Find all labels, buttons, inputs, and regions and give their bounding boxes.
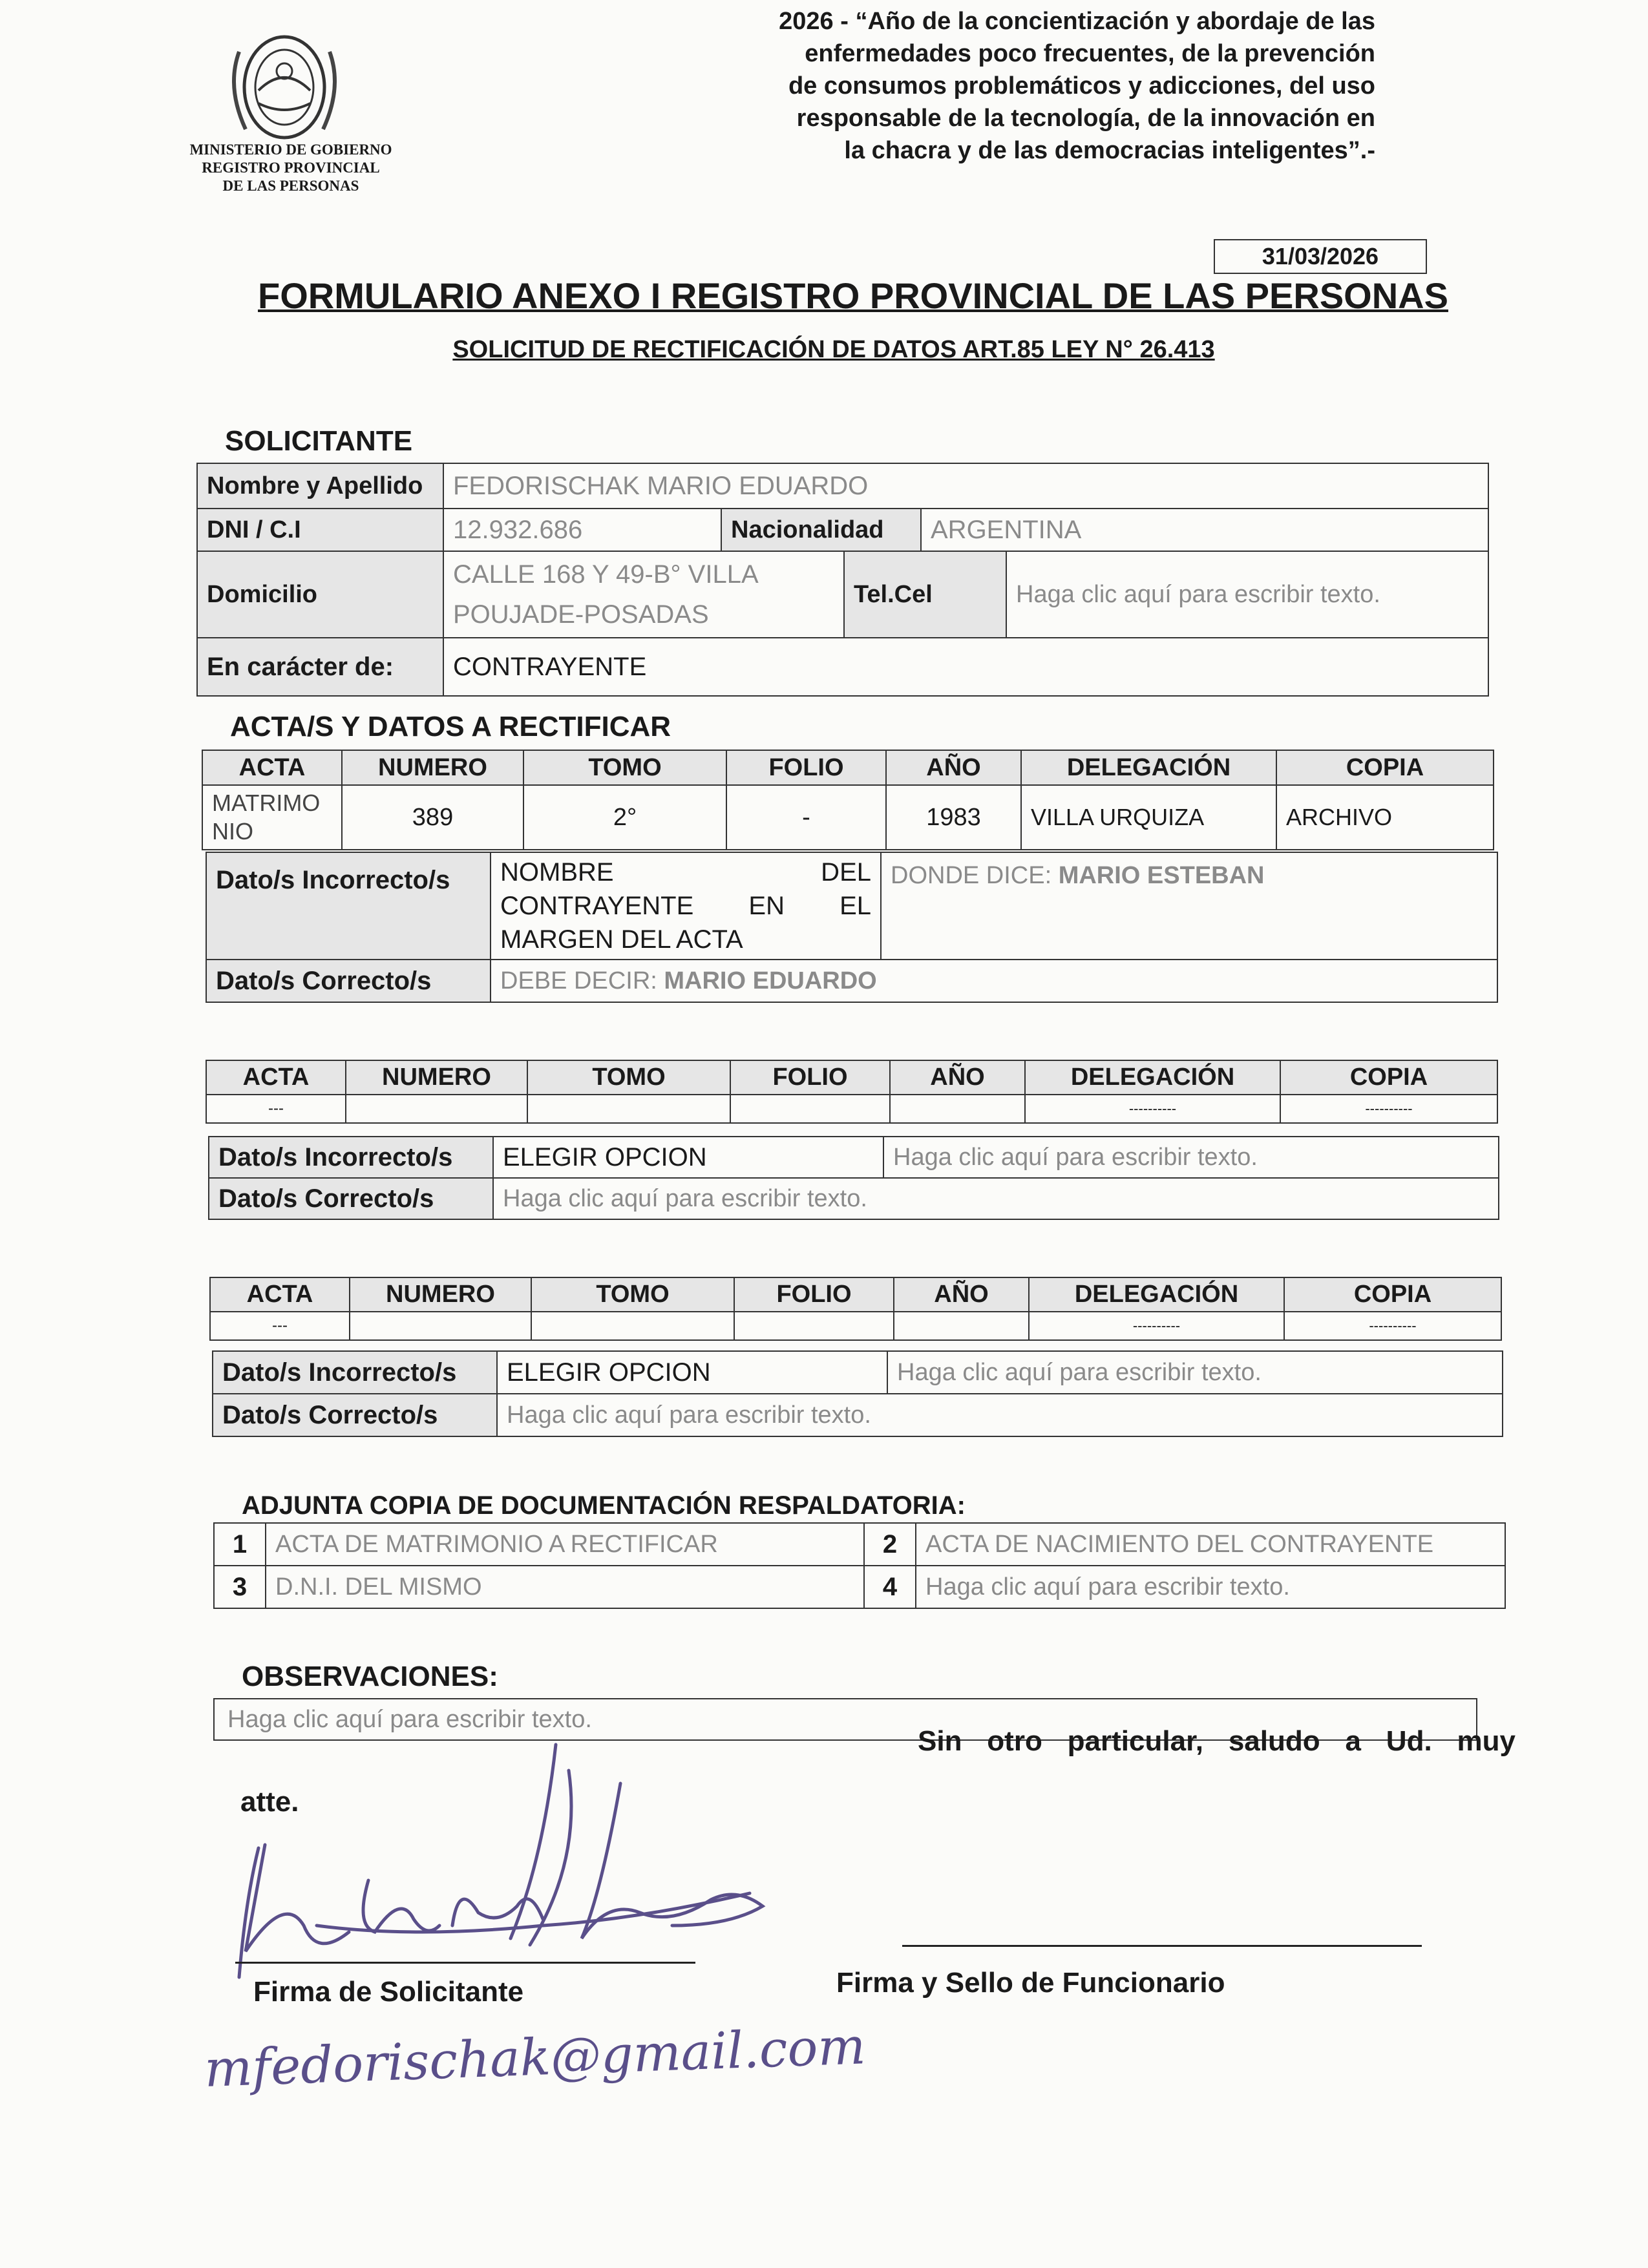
numero-cell[interactable] [346,1095,527,1123]
incorrect-line: MARGEN DEL ACTA [500,925,743,954]
adjunta-num: 1 [214,1523,266,1566]
col-numero: NUMERO [346,1060,527,1095]
section-heading-actas: ACTA/S Y DATOS A RECTIFICAR [230,711,671,742]
section-heading-solicitante: SOLICITANTE [225,425,413,457]
incorrect-line: NOMBRE DEL [500,858,871,887]
dato-table-1 [206,852,1498,1003]
adjunta-num: 3 [214,1566,266,1608]
name-field[interactable]: FEDORISCHAK MARIO EDUARDO [443,463,1488,509]
copia-cell[interactable]: ARCHIVO [1276,785,1494,850]
col-acta: ACTA [206,1060,346,1095]
handwritten-email: mfedorischak@gmail.com [203,2017,867,2099]
motto-line: enfermedades poco frecuentes, de la prevención [805,40,1375,67]
role-field[interactable]: CONTRAYENTE [443,638,1488,696]
debe-value: MARIO EDUARDO [664,967,877,994]
phone-label: Tel.Cel [844,551,1006,638]
incorrect-label: Dato/s Incorrecto/s [206,852,491,960]
correct-label: Dato/s Correcto/s [209,1178,493,1219]
tomo-cell[interactable] [527,1095,730,1123]
col-delegacion: DELEGACIÓN [1029,1277,1284,1312]
acta-cell[interactable]: --- [206,1095,346,1123]
folio-cell[interactable]: - [726,785,886,850]
delegacion-cell[interactable]: VILLA URQUIZA [1021,785,1276,850]
col-numero: NUMERO [342,750,523,785]
motto-line: de consumos problemáticos y adicciones, del uso [788,72,1375,100]
folio-cell[interactable] [730,1095,890,1123]
col-acta: ACTA [210,1277,350,1312]
signature-funcionario-label: Firma y Sello de Funcionario [836,1967,1225,1999]
form-subtitle: SOLICITUD DE RECTIFICACIÓN DE DATOS ART.85 LEY N° 26.413 [452,336,1215,363]
adjunta-item[interactable]: Haga clic aquí para escribir texto. [916,1566,1505,1608]
donde-dice-field[interactable] [881,852,1497,960]
correct-field[interactable]: Haga clic aquí para escribir texto. [497,1394,1503,1436]
col-copia: COPIA [1276,750,1494,785]
adjunta-table [213,1522,1506,1609]
col-anio: AÑO [886,750,1021,785]
col-anio: AÑO [894,1277,1029,1312]
copia-cell[interactable]: ---------- [1284,1312,1501,1340]
observaciones-field[interactable]: Haga clic aquí para escribir texto. [213,1698,1477,1741]
col-copia: COPIA [1280,1060,1497,1095]
incorrect-field[interactable]: Haga clic aquí para escribir texto. [887,1351,1503,1394]
incorrect-line: CONTRAYENTE EN EL [500,892,871,920]
col-delegacion: DELEGACIÓN [1021,750,1276,785]
correct-field[interactable]: Haga clic aquí para escribir texto. [493,1178,1499,1219]
adjunta-item[interactable]: ACTA DE MATRIMONIO A RECTIFICAR [266,1523,864,1566]
col-tomo: TOMO [531,1277,734,1312]
signature-line-solicitante [235,1962,695,1964]
ministry-line: MINISTERIO DE GOBIERNO [189,142,392,158]
col-tomo: TOMO [527,1060,730,1095]
acta-table-1 [202,750,1494,850]
option-select[interactable]: ELEGIR OPCION [497,1351,887,1394]
section-heading-adjunta: ADJUNTA COPIA DE DOCUMENTACIÓN RESPALDATORIA: [242,1491,966,1520]
correct-label: Dato/s Correcto/s [213,1394,497,1436]
incorrect-field[interactable]: Haga clic aquí para escribir texto. [883,1137,1499,1178]
numero-cell[interactable]: 389 [342,785,523,850]
col-delegacion: DELEGACIÓN [1025,1060,1280,1095]
adjunta-item[interactable]: D.N.I. DEL MISMO [266,1566,864,1608]
tomo-cell[interactable]: 2° [523,785,726,850]
debe-prefix: DEBE DECIR: [500,967,657,994]
motto-line: 2026 - “Año de la concientización y abordaje de las [779,8,1375,35]
option-select[interactable]: ELEGIR OPCION [493,1137,883,1178]
address-line: POUJADE-POSADAS [453,600,709,629]
address-field[interactable] [443,551,844,638]
phone-field[interactable]: Haga clic aquí para escribir texto. [1006,551,1488,638]
dato-table-2 [208,1136,1499,1220]
adjunta-num: 2 [864,1523,916,1566]
role-label: En carácter de: [197,638,443,696]
handwritten-signature-icon [220,1732,788,1990]
nationality-field[interactable]: ARGENTINA [921,509,1488,551]
signature-scribble [220,1732,788,1990]
motto [685,5,1375,167]
folio-cell[interactable] [734,1312,894,1340]
motto-line: responsable de la tecnología, de la innovación en [796,105,1375,132]
acta-line: MATRIMO [212,790,321,816]
adjunta-num: 4 [864,1566,916,1608]
ministry-block [174,141,407,195]
closing-text-2: atte. [240,1786,299,1818]
copia-cell[interactable]: ---------- [1280,1095,1497,1123]
signature-line-funcionario [902,1945,1422,1947]
anio-cell[interactable] [890,1095,1025,1123]
anio-cell[interactable]: 1983 [886,785,1021,850]
address-line: CALLE 168 Y 49-B° VILLA [453,560,759,589]
dni-field[interactable]: 12.932.686 [443,509,721,551]
acta-cell[interactable]: --- [210,1312,350,1340]
incorrect-field[interactable] [491,852,881,960]
signature-solicitante-label: Firma de Solicitante [253,1976,524,2008]
acta-table-3 [209,1277,1502,1341]
adjunta-item[interactable]: ACTA DE NACIMIENTO DEL CONTRAYENTE [916,1523,1505,1566]
form-title: FORMULARIO ANEXO I REGISTRO PROVINCIAL DE LAS PERSONAS [258,275,1448,316]
motto-line: la chacra y de las democracias inteligentes”.- [844,137,1375,164]
dice-prefix: DONDE DICE: [891,862,1052,889]
correct-label: Dato/s Correcto/s [206,960,491,1002]
address-label: Domicilio [197,551,443,638]
seal-icon [220,26,349,149]
section-heading-observaciones: OBSERVACIONES: [242,1661,498,1692]
nationality-label: Nacionalidad [721,509,921,551]
solicitante-table [196,463,1489,697]
col-folio: FOLIO [726,750,886,785]
delegacion-cell[interactable]: ---------- [1025,1095,1280,1123]
closing-text: Sin otro particular, saludo a Ud. muy [918,1725,1516,1757]
col-folio: FOLIO [730,1060,890,1095]
anio-cell[interactable] [894,1312,1029,1340]
col-folio: FOLIO [734,1277,894,1312]
incorrect-label: Dato/s Incorrecto/s [209,1137,493,1178]
ministry-line: DE LAS PERSONAS [222,178,359,194]
delegacion-cell[interactable]: ---------- [1029,1312,1284,1340]
col-acta: ACTA [202,750,342,785]
col-copia: COPIA [1284,1277,1501,1312]
incorrect-label: Dato/s Incorrecto/s [213,1351,497,1394]
name-label: Nombre y Apellido [197,463,443,509]
tomo-cell[interactable] [531,1312,734,1340]
col-numero: NUMERO [350,1277,531,1312]
dice-value: MARIO ESTEBAN [1058,862,1265,889]
dni-label: DNI / C.I [197,509,443,551]
numero-cell[interactable] [350,1312,531,1340]
acta-line: NIO [212,818,254,845]
col-anio: AÑO [890,1060,1025,1095]
date-box[interactable]: 31/03/2026 [1214,239,1427,274]
acta-table-2 [206,1060,1498,1124]
col-tomo: TOMO [523,750,726,785]
province-seal [220,26,349,149]
acta-cell[interactable] [202,785,342,850]
ministry-line: REGISTRO PROVINCIAL [202,160,380,176]
debe-decir-field[interactable] [491,960,1497,1002]
dato-table-3 [212,1350,1503,1437]
